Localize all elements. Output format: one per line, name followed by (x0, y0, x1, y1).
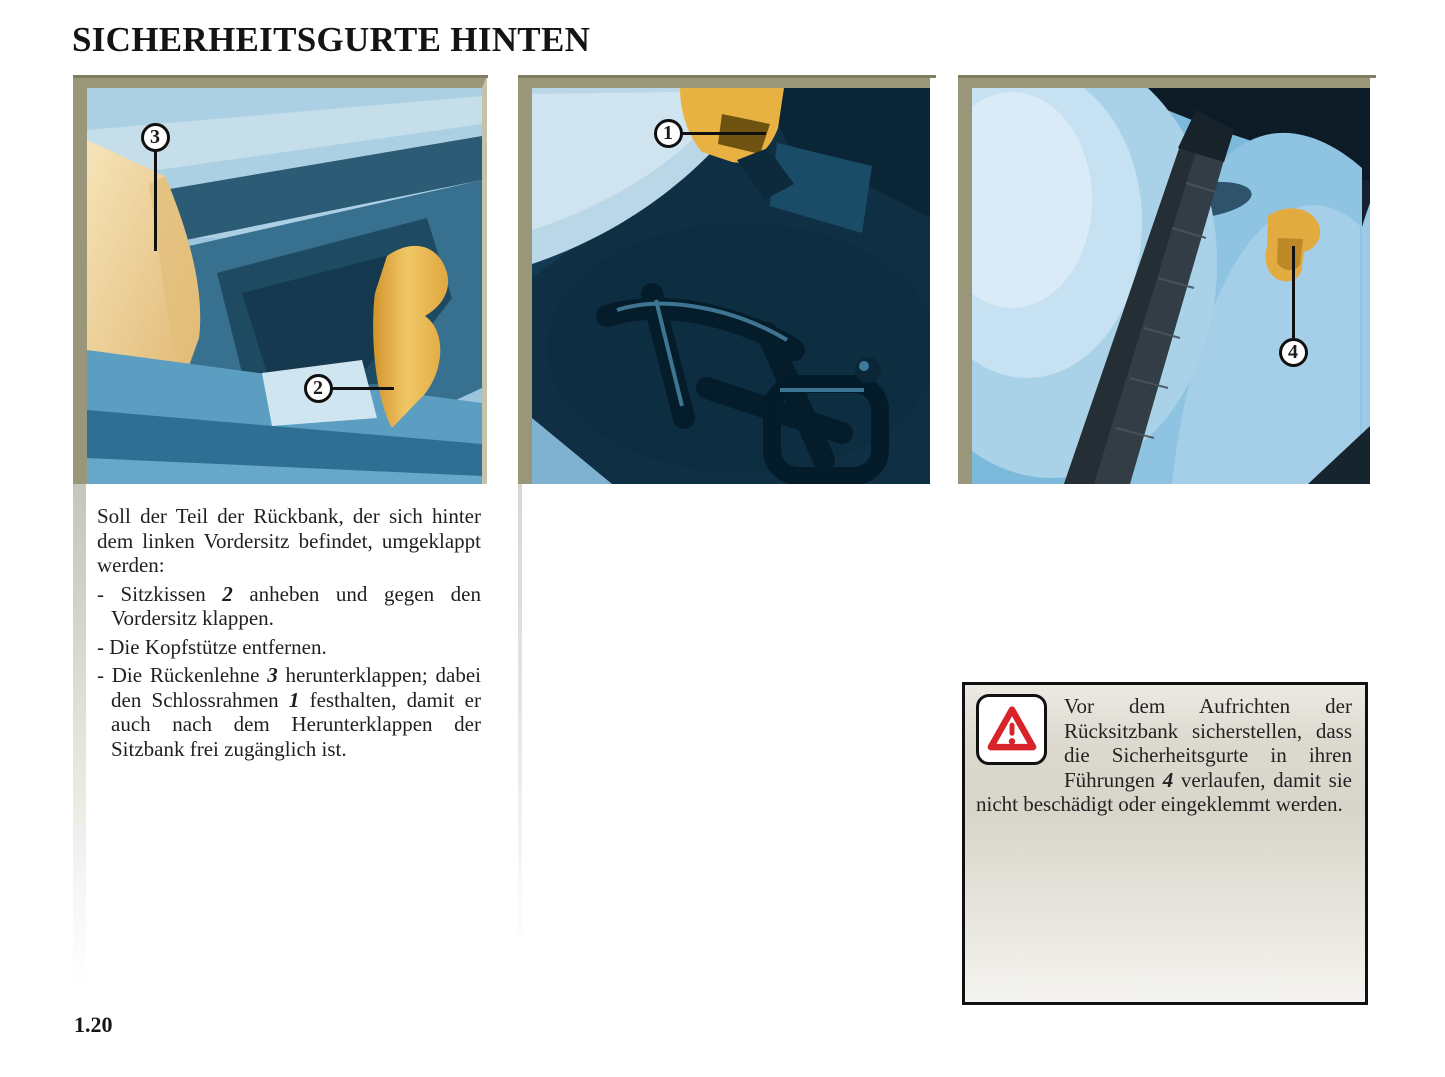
bullet-3-text: - Die Rückenlehne (97, 663, 268, 687)
callout-2-label: 2 (313, 377, 323, 399)
callout-1 (654, 119, 683, 148)
bullet-3-text-mid: herunterklappen; dabei den Schlossrahmen (111, 663, 481, 712)
page-number: 1.20 (74, 1012, 113, 1037)
bullet-2-text: - Die Kopfstütze entfernen. (97, 634, 327, 659)
callout-1-label: 1 (663, 122, 673, 144)
photo-floor-lock-frame (518, 75, 930, 484)
bullet-item-1 (97, 582, 481, 631)
callout-4 (1279, 338, 1308, 367)
warning-text-end: verlaufen, damit sie nicht beschädigt oder eingeklemmt werden. (976, 767, 1352, 816)
bullet-1-text-end: anheben und gegen den Vordersitz klappen. (111, 581, 481, 630)
photo-rear-bench-folded (73, 75, 487, 484)
callout-3-line (154, 150, 157, 251)
bullet-item-2 (97, 635, 481, 660)
warning-content (965, 685, 1365, 817)
callout-2 (304, 374, 333, 403)
warning-text: Vor dem Aufrichten der Rücksitzbank sicherstellen, dass die Sicherheitsgurte in ihren Führungen (1064, 694, 1352, 792)
warning-box (962, 682, 1368, 1005)
warning-triangle-icon (976, 694, 1047, 765)
callout-3 (141, 123, 170, 152)
callout-2-line (331, 387, 394, 390)
lock-frame-illustration (532, 88, 930, 484)
instruction-text-block (97, 504, 481, 765)
callout-3-label: 3 (150, 126, 160, 148)
page-gutter-shadow-left (73, 484, 86, 989)
callout-4-label: 4 (1288, 341, 1298, 363)
bullet-1-text: - Sitzkissen (97, 581, 223, 606)
bullet-3-text-end: festhalten, damit er auch nach dem Herunterklappen der Sitzbank frei zugänglich ist. (111, 687, 481, 761)
ref-number-2: 2 (222, 581, 233, 606)
ref-number-1: 1 (288, 687, 300, 712)
bullet-item-3 (97, 663, 481, 761)
callout-1-line (681, 132, 766, 135)
ref-number-3: 3 (267, 663, 278, 687)
photo-belt-guide (958, 75, 1370, 484)
page-gutter-shadow-middle (518, 484, 522, 954)
belt-guide-illustration (972, 88, 1370, 484)
intro-paragraph: Soll der Teil der Rückbank, der sich hinter dem linken Vordersitz befindet, umgeklappt werden: (97, 504, 481, 577)
ref-number-4: 4 (1162, 767, 1174, 792)
page-title: SICHERHEITSGURTE HINTEN (72, 20, 591, 59)
callout-4-line (1292, 246, 1295, 338)
